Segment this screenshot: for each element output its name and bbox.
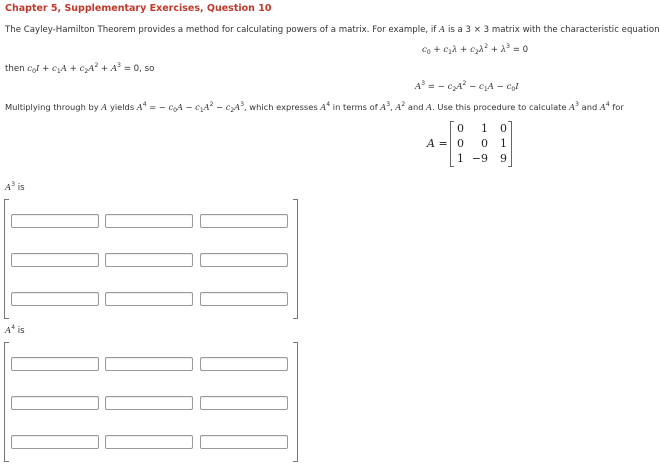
a3-label-text: is — [17, 183, 25, 193]
mul-minus2: − — [216, 102, 224, 112]
eq1-plus-1: + — [433, 45, 441, 55]
mul-part4: in terms of — [332, 102, 378, 112]
intro-text — [5, 25, 660, 35]
matrix-cell: 1 — [500, 137, 507, 150]
mul-a4c: A — [599, 102, 606, 112]
characteristic-equation — [422, 43, 528, 56]
eq2-c2: c — [447, 82, 453, 92]
eq1-exp2: 2 — [484, 43, 489, 50]
eq2-a2: A — [456, 82, 463, 92]
a3-right-bracket — [293, 199, 298, 319]
mul-part6: for — [612, 102, 624, 112]
eq2-c1: c — [479, 82, 484, 92]
matrix-cell: 0 — [457, 137, 464, 150]
eq1-eq-zero: = 0 — [512, 45, 529, 55]
eq2-a3-exp: 3 — [421, 80, 426, 87]
mul-c1: c — [195, 102, 200, 112]
eq1-c0: c — [422, 45, 427, 55]
matrix-a-var: A — [427, 137, 435, 150]
a4-answer-label — [5, 324, 25, 336]
mul-comma: , — [390, 102, 393, 112]
mul-a: A — [101, 102, 108, 112]
a3-answer-input[interactable] — [200, 214, 288, 228]
then-c1: c — [52, 64, 57, 74]
mul-minus1: − — [185, 102, 193, 112]
mul-a4-exp: 4 — [142, 101, 147, 108]
then-a2-exp: 2 — [94, 62, 99, 69]
eq1-exp3: 3 — [506, 43, 510, 50]
matrix-cell: 1 — [481, 122, 488, 135]
matrix-cell: 1 — [457, 152, 464, 165]
a4-left-bracket — [4, 342, 9, 462]
a4-right-bracket — [293, 342, 298, 462]
eq2-rhs-1: = − — [427, 82, 445, 92]
mul-c0: c — [168, 102, 174, 112]
a4-answer-input[interactable] — [105, 435, 193, 449]
then-c2: c — [79, 64, 85, 74]
a3-answer-input[interactable] — [105, 292, 193, 306]
eq2-c0: c — [506, 82, 512, 92]
a4-answer-input[interactable] — [11, 435, 99, 449]
mul-and2: and — [581, 102, 598, 112]
mul-ax: A — [176, 102, 183, 112]
a4-answer-input[interactable] — [200, 396, 288, 410]
a3-answer-input[interactable] — [200, 292, 288, 306]
a4-answer-input[interactable] — [200, 357, 288, 371]
matrix-equals: = — [438, 137, 448, 150]
then-text: then — [5, 64, 25, 74]
then-i: I — [35, 64, 40, 74]
mul-c0-sub: 0 — [173, 107, 177, 114]
a4-answer-input[interactable] — [105, 396, 193, 410]
mul-a4b: A — [320, 102, 327, 112]
eq1-lambda3: λ — [500, 45, 507, 55]
then-plus-2: + — [69, 64, 77, 74]
a4-label-exp: 4 — [11, 324, 16, 331]
a3-answer-input[interactable] — [11, 253, 99, 267]
then-c0: c — [27, 64, 33, 74]
then-c0-sub: 0 — [32, 68, 36, 75]
then-plus-1: + — [42, 64, 50, 74]
mul-c2: c — [225, 102, 231, 112]
eq1-c1: c — [443, 45, 449, 55]
intro-var-a: A — [439, 25, 446, 35]
a3-answer-input[interactable] — [105, 253, 193, 267]
mul-a3c: A — [569, 102, 576, 112]
then-equation — [5, 62, 154, 75]
then-a2: A — [88, 64, 95, 74]
mul-c1-sub: 1 — [199, 107, 204, 114]
mul-a3b-exp: 3 — [386, 101, 391, 108]
a3-equation — [415, 80, 519, 93]
page-title: Chapter 5, Supplementary Exercises, Question 10 — [5, 3, 272, 14]
matrix-cell: 0 — [457, 122, 464, 135]
intro-part-2: is a 3 × 3 matrix with the characteristic equation — [447, 25, 660, 35]
mul-and1: and — [407, 102, 424, 112]
mul-a4b-exp: 4 — [326, 101, 331, 108]
eq2-a2-exp: 2 — [462, 80, 467, 87]
matrix-cell: 9 — [500, 152, 507, 165]
matrix-cell: 0 — [500, 122, 507, 135]
a3-answer-input[interactable] — [200, 253, 288, 267]
then-c1-sub: 1 — [56, 68, 61, 75]
a4-answer-input[interactable] — [11, 357, 99, 371]
mul-a4: A — [136, 102, 143, 112]
matrix-label — [427, 137, 448, 150]
a3-left-bracket — [4, 199, 9, 319]
eq2-a1: A — [487, 82, 494, 92]
eq1-plus-3: + — [490, 45, 498, 55]
a3-answer-input[interactable] — [11, 214, 99, 228]
multiply-text — [5, 101, 624, 114]
eq2-rhs-2: − — [469, 82, 477, 92]
mul-a2: A — [203, 102, 210, 112]
a3-label-var: A — [5, 183, 12, 193]
eq1-plus-2: + — [460, 45, 468, 55]
a4-label-var: A — [5, 326, 12, 336]
eq1-c1-sub: 1 — [448, 49, 452, 56]
eq2-a3: A — [415, 82, 422, 92]
eq1-lambda: λ — [451, 45, 458, 55]
then-c2-sub: 2 — [84, 68, 89, 75]
eq2-c2-sub: 2 — [452, 86, 457, 93]
intro-part-1: The Cayley-Hamilton Theorem provides a method for calculating powers of a matrix. For example, if — [5, 25, 437, 35]
mul-a2-exp: 2 — [209, 101, 214, 108]
mul-part3: , which expresses — [244, 102, 318, 112]
mul-a2b: A — [395, 102, 402, 112]
mul-part1: Multiplying through by — [5, 102, 99, 112]
mul-c2-sub: 2 — [230, 107, 235, 114]
eq2-i: I — [515, 82, 519, 92]
eq2-rhs-3: − — [496, 82, 504, 92]
eq1-lambda2: λ — [478, 45, 485, 55]
eq1-c2: c — [470, 45, 475, 55]
matrix-cell: 0 — [481, 137, 488, 150]
a4-answer-input[interactable] — [105, 357, 193, 371]
then-plus-3: + — [101, 64, 109, 74]
mul-eq: = − — [149, 102, 166, 112]
then-a3: A — [110, 64, 118, 74]
eq2-c0-sub: 0 — [511, 86, 516, 93]
a4-label-text: is — [17, 326, 25, 336]
mul-a4c-exp: 4 — [605, 101, 610, 108]
mul-a3b: A — [380, 102, 387, 112]
matrix-cell: −9 — [471, 152, 488, 165]
a4-answer-input[interactable] — [200, 435, 288, 449]
a3-answer-input[interactable] — [11, 292, 99, 306]
eq1-c0-sub: 0 — [426, 49, 431, 56]
mul-part5: . Use this procedure to calculate — [432, 102, 567, 112]
then-a1: A — [60, 64, 67, 74]
a3-label-exp: 3 — [11, 181, 16, 188]
then-a3-exp: 3 — [117, 62, 121, 69]
mul-a2b-exp: 2 — [401, 101, 406, 108]
then-tail: = 0, so — [123, 64, 155, 74]
matrix-right-bracket — [508, 121, 512, 167]
mul-a1b: A — [426, 102, 433, 112]
eq2-c1-sub: 1 — [483, 86, 488, 93]
a3-answer-input[interactable] — [105, 214, 193, 228]
eq1-c2-sub: 2 — [474, 49, 479, 56]
mul-a3-exp: 3 — [240, 101, 245, 108]
mul-part2: yields — [109, 102, 135, 112]
mul-a3: A — [234, 102, 241, 112]
mul-a3c-exp: 3 — [575, 101, 579, 108]
a4-answer-input[interactable] — [11, 396, 99, 410]
a3-answer-label — [5, 181, 25, 193]
